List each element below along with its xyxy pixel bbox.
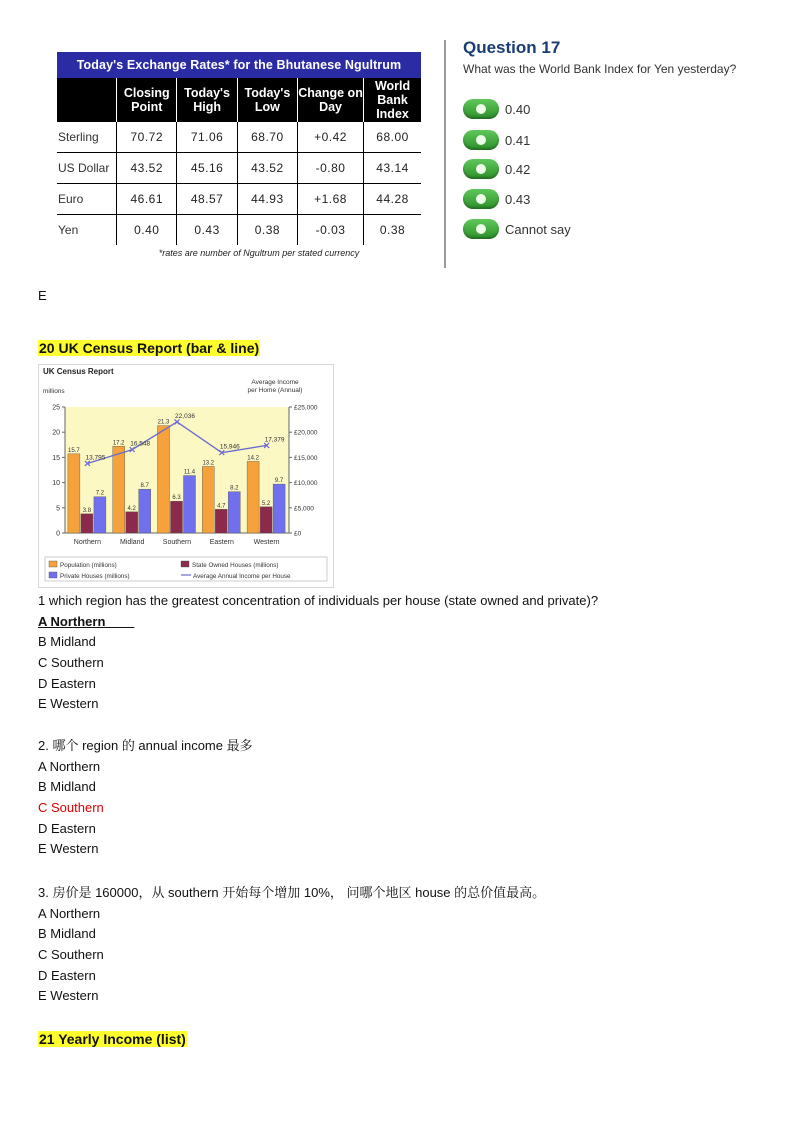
- exchange-table-footnote: *rates are number of Ngultrum per stated currency: [158, 248, 360, 258]
- radio-button-icon[interactable]: [463, 189, 499, 209]
- rate-cell: 68.00: [364, 122, 421, 153]
- rate-cell: 48.57: [177, 184, 237, 215]
- bar-value-label: 4.7: [217, 503, 226, 510]
- bar-value-label: 6.3: [172, 495, 181, 502]
- rate-cell: 0.38: [237, 215, 297, 246]
- currency-name: US Dollar: [57, 153, 117, 184]
- y2-tick-label: £15,000: [294, 454, 318, 462]
- question-3-text: 3. 房价是 160000，从 southern 开始每个增加 10%， 问哪个地区 house 的总价值最高。: [38, 885, 546, 900]
- answer-option-label: 0.40: [505, 101, 531, 117]
- legend-label: State Owned Houses (millions): [192, 562, 279, 569]
- y2-tick-label: £10,000: [294, 480, 318, 488]
- table-header-cell: Closing Point: [117, 78, 177, 122]
- bar-2-northern: [94, 497, 106, 533]
- table-header-cell: Change on Day: [298, 78, 364, 122]
- y-tick-label: 20: [52, 429, 60, 437]
- y-tick-label: 0: [56, 530, 60, 538]
- q3-option-a[interactable]: A Northern: [38, 905, 101, 921]
- divider: [444, 40, 446, 268]
- radio-button-icon[interactable]: [463, 99, 499, 119]
- bar-1-northern: [81, 514, 93, 533]
- q1-option-e[interactable]: E Western: [38, 696, 99, 712]
- bar-0-southern: [158, 426, 170, 533]
- legend-swatch: [181, 561, 189, 567]
- q3-option-c[interactable]: C Southern: [38, 947, 104, 963]
- exchange-rate-table: [57, 52, 421, 258]
- y-tick-label: 10: [52, 480, 60, 488]
- section-21-heading: [38, 1031, 187, 1047]
- x-category-label: Midland: [119, 539, 145, 546]
- answer-option-label: Cannot say: [505, 221, 571, 237]
- income-value-label: 17,379: [264, 436, 285, 444]
- answer-option-5[interactable]: [463, 218, 571, 240]
- radio-button-icon[interactable]: [463, 159, 499, 179]
- bar-1-midland: [126, 512, 138, 533]
- y2-tick-label: £0: [294, 530, 302, 538]
- y2-tick-label: £5,000: [294, 505, 314, 513]
- question-3-block: [38, 883, 545, 1007]
- x-category-label: Western: [253, 539, 280, 546]
- y-tick-label: 25: [52, 404, 60, 412]
- q3-option-b[interactable]: B Midland: [38, 926, 96, 942]
- legend-label: Population (millions): [60, 562, 117, 569]
- uk-census-chart: [38, 364, 334, 588]
- rate-cell: 45.16: [177, 153, 237, 184]
- section-20-heading: [38, 340, 260, 356]
- bar-0-western: [247, 461, 259, 533]
- bar-value-label: 15.7: [68, 447, 80, 454]
- rate-cell: 43.52: [117, 153, 177, 184]
- radio-button-icon[interactable]: [463, 219, 499, 239]
- answer-option-3[interactable]: [463, 158, 530, 180]
- y-tick-label: 15: [52, 454, 60, 462]
- income-value-label: 13,795: [85, 454, 106, 462]
- census-chart-svg: [39, 365, 333, 587]
- y2-tick-label: £20,000: [294, 429, 318, 437]
- answer-option-label: 0.42: [505, 161, 531, 177]
- currency-name: Yen: [57, 215, 117, 246]
- q2-option-a[interactable]: A Northern: [38, 758, 101, 774]
- rate-cell: 0.40: [117, 215, 177, 246]
- rate-cell: 44.93: [237, 184, 297, 215]
- question-title: Question 17: [463, 38, 561, 57]
- bar-2-western: [273, 484, 285, 533]
- x-category-label: Southern: [162, 539, 192, 546]
- bar-1-southern: [171, 501, 183, 533]
- exchange-table-title: Today's Exchange Rates* for the Bhutanese Ngultrum: [57, 52, 421, 78]
- rate-cell: 0.38: [379, 223, 406, 237]
- rate-cell: 0.43: [177, 215, 237, 246]
- rate-cell: 71.06: [177, 122, 237, 153]
- x-category-label: Northern: [73, 539, 102, 546]
- section-heading-highlight: 21 Yearly Income (list): [39, 1031, 186, 1047]
- q1-option-a[interactable]: [38, 612, 598, 633]
- bar-value-label: 3.8: [82, 507, 92, 514]
- table-row: [57, 122, 421, 153]
- bar-value-label: 4.2: [127, 505, 136, 512]
- rate-cell: +1.68: [298, 184, 364, 215]
- radio-button-icon[interactable]: [463, 130, 499, 150]
- x-category-label: Eastern: [209, 539, 234, 546]
- legend-swatch: [49, 572, 57, 578]
- q2-option-e[interactable]: E Western: [38, 841, 99, 857]
- q1-option-b[interactable]: B Midland: [38, 634, 96, 650]
- q2-option-b[interactable]: B Midland: [38, 779, 96, 795]
- income-value-label: 16,548: [130, 440, 151, 448]
- bar-value-label: 13.2: [202, 460, 215, 467]
- bar-value-label: 8.2: [230, 485, 239, 492]
- rate-cell: +0.42: [298, 122, 364, 153]
- rate-cell: -0.03: [298, 215, 364, 246]
- rate-cell: 46.61: [117, 184, 177, 215]
- answer-option-label: 0.41: [505, 132, 531, 148]
- q2-option-d[interactable]: D Eastern: [38, 820, 96, 836]
- y2-axis-label: per Home (Annual): [247, 387, 303, 394]
- rate-cell: 43.14: [364, 153, 421, 184]
- legend-label: Average Annual Income per House: [193, 573, 291, 580]
- income-value-label: 22,036: [175, 412, 195, 420]
- bar-value-label: 11.4: [183, 469, 196, 476]
- legend-swatch: [49, 561, 57, 567]
- bar-value-label: 9.7: [274, 478, 284, 485]
- bar-value-label: 14.2: [247, 455, 259, 462]
- bar-0-eastern: [202, 466, 214, 533]
- question-text: What was the World Bank Index for Yen yesterday?: [463, 62, 737, 76]
- question-1-block: [38, 591, 598, 715]
- rate-cell: 70.72: [117, 122, 177, 153]
- rate-cell: 44.28: [364, 184, 421, 215]
- table-row: [57, 153, 421, 184]
- bar-2-southern: [184, 476, 196, 533]
- bar-2-eastern: [228, 492, 240, 533]
- section-heading-highlight: 20 UK Census Report (bar & line): [39, 340, 260, 356]
- answer-option-4[interactable]: [463, 188, 530, 210]
- y-axis-label: millions: [43, 388, 65, 395]
- rate-cell: 68.70: [237, 122, 297, 153]
- question-2-text: 2. 哪个 region 的 annual income 最多: [38, 738, 253, 753]
- y2-tick-label: £25,000: [294, 404, 318, 412]
- chart-title: UK Census Report: [43, 367, 114, 376]
- exchange-table-grid: [57, 78, 421, 245]
- table-header-cell: Today's High: [177, 78, 237, 122]
- answer-option-label: 0.43: [505, 191, 531, 207]
- q1-option-a-answer: A Northern: [38, 613, 106, 629]
- y-tick-label: 5: [56, 505, 60, 513]
- income-value-label: 15,946: [219, 443, 240, 451]
- currency-name: Euro: [57, 184, 117, 215]
- q3-option-e[interactable]: E Western: [38, 988, 99, 1004]
- bar-0-northern: [68, 454, 80, 533]
- bar-value-label: 21.3: [157, 419, 170, 426]
- q2-option-c-answer[interactable]: C Southern: [38, 800, 104, 816]
- table-row: [57, 184, 421, 215]
- bar-value-label: 17.2: [112, 440, 125, 447]
- rate-cell: 43.52: [237, 153, 297, 184]
- table-row: [57, 215, 421, 246]
- answer-letter: E: [38, 288, 47, 303]
- q1-option-d[interactable]: D Eastern: [38, 675, 96, 691]
- y2-axis-label: Average Income: [251, 379, 299, 386]
- bar-1-eastern: [215, 509, 227, 533]
- bar-1-western: [260, 507, 272, 533]
- currency-name: Sterling: [57, 122, 117, 153]
- q3-option-d[interactable]: D Eastern: [38, 967, 96, 983]
- bar-value-label: 7.2: [95, 490, 105, 497]
- table-header-cell: World Bank Index: [364, 78, 421, 122]
- bar-value-label: 5.2: [261, 500, 271, 507]
- bar-0-midland: [113, 446, 125, 533]
- table-header-cell: Today's Low: [237, 78, 297, 122]
- table-header-cell: [57, 78, 117, 122]
- legend-label: Private Houses (millions): [60, 573, 130, 580]
- question-1-text: 1 which region has the greatest concentration of individuals per house (state owned and private)?: [38, 593, 599, 608]
- q1-option-c[interactable]: C Southern: [38, 655, 104, 671]
- rate-cell: -0.80: [298, 153, 364, 184]
- answer-option-2[interactable]: [463, 129, 530, 151]
- bar-value-label: 8.7: [140, 483, 149, 490]
- bar-2-midland: [139, 489, 151, 533]
- answer-option-1[interactable]: [463, 98, 530, 120]
- question-2-block: [38, 736, 253, 860]
